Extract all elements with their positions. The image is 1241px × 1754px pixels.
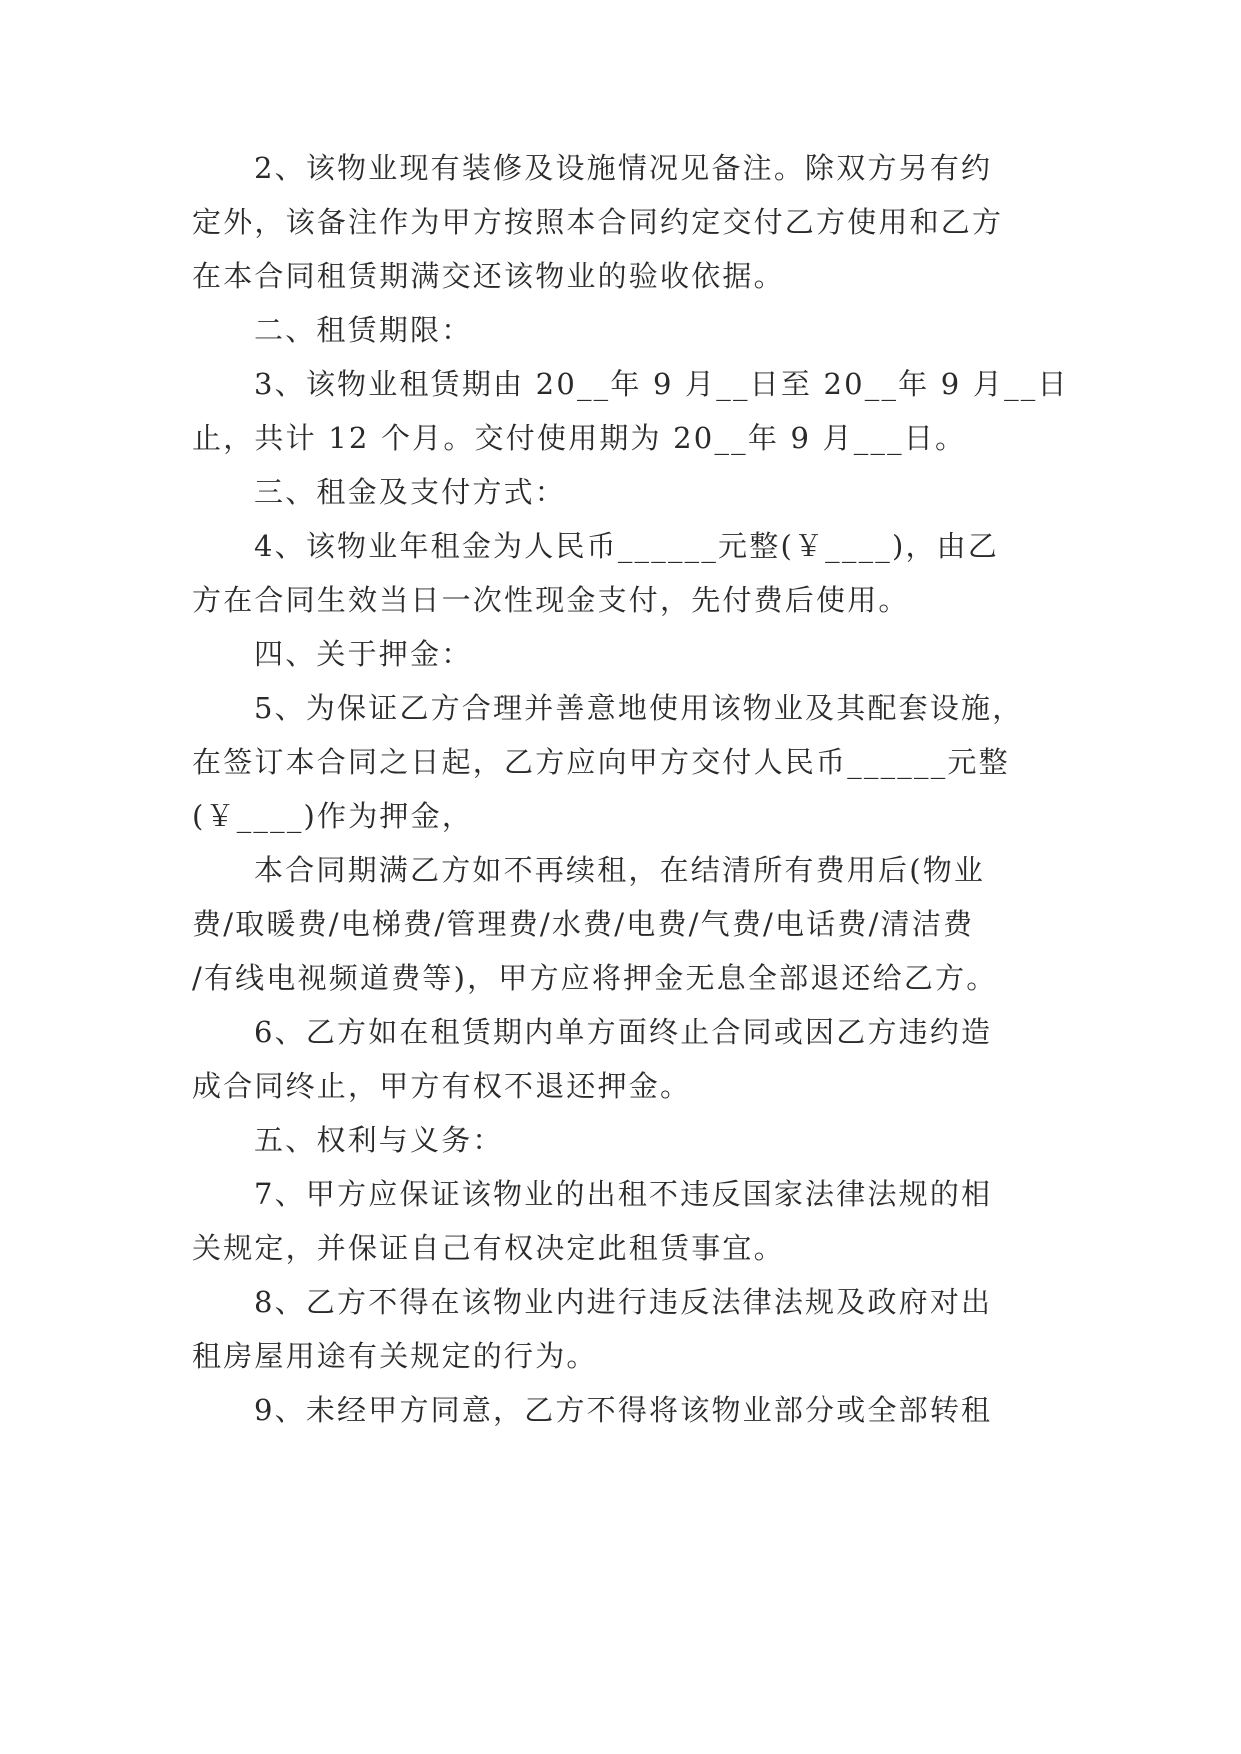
- section-heading: 五、权利与义务：: [254, 1123, 504, 1157]
- text-line: 6、乙方如在租赁期内单方面终止合同或因乙方违约造: [254, 1015, 993, 1049]
- section-heading: 四、关于押金：: [254, 637, 473, 671]
- text-line: 7、甲方应保证该物业的出租不违反国家法律法规的相: [254, 1177, 993, 1211]
- text-line: 关规定，并保证自己有权决定此租赁事宜。: [192, 1231, 785, 1265]
- text-line: (￥____)作为押金，: [192, 799, 474, 833]
- text-line: 9、未经甲方同意，乙方不得将该物业部分或全部转租: [254, 1393, 993, 1427]
- text-line: 在本合同租赁期满交还该物业的验收依据。: [192, 259, 785, 293]
- text-line: /有线电视频道费等)，甲方应将押金无息全部退还给乙方。: [192, 961, 998, 995]
- text-line: 8、乙方不得在该物业内进行违反法律法规及政府对出: [254, 1285, 993, 1319]
- text-line: 2、该物业现有装修及设施情况见备注。除双方另有约: [254, 151, 993, 185]
- section-heading: 三、租金及支付方式：: [254, 475, 567, 509]
- section-heading: 二、租赁期限：: [254, 313, 473, 347]
- text-line: 租房屋用途有关规定的行为。: [192, 1339, 598, 1373]
- text-line: 4、该物业年租金为人民币______元整(￥____)，由乙: [254, 529, 1000, 563]
- text-line: 止，共计 12 个月。交付使用期为 20__年 9 月___日。: [192, 421, 967, 455]
- text-line: 方在合同生效当日一次性现金支付，先付费后使用。: [192, 583, 910, 617]
- text-line: 成合同终止，甲方有权不退还押金。: [192, 1069, 692, 1103]
- text-line: 5、为保证乙方合理并善意地使用该物业及其配套设施，: [254, 691, 1024, 725]
- text-line: 在签订本合同之日起，乙方应向甲方交付人民币______元整: [192, 745, 1010, 779]
- text-line: 3、该物业租赁期由 20__年 9 月__日至 20__年 9 月__日: [254, 367, 1069, 401]
- text-line: 本合同期满乙方如不再续租，在结清所有费用后(物业: [254, 853, 986, 887]
- text-line: 定外，该备注作为甲方按照本合同约定交付乙方使用和乙方: [192, 205, 1004, 239]
- text-line: 费/取暖费/电梯费/管理费/水费/电费/气费/电话费/清洁费: [192, 907, 975, 941]
